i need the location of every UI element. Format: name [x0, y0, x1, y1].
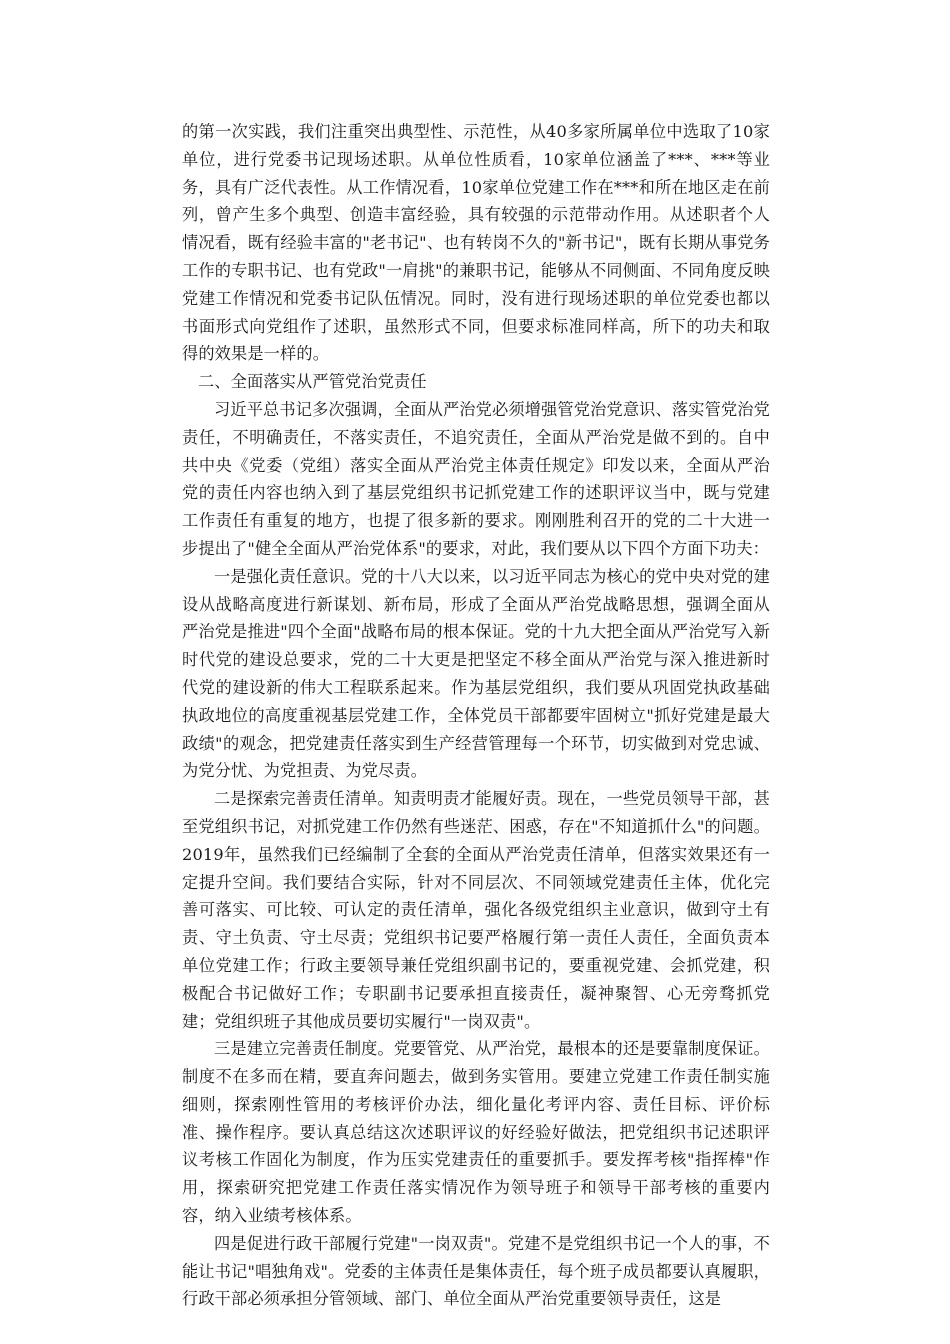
paragraph-point-four: 四是促进行政干部履行党建"一岗双责"。党建不是党组织书记一个人的事，不能让书记"唱独角戏"。党委的主体责任是集体责任，每个班子成员都要认真履职，行政干部必须承担分管领域、部门、单位全面从严治党重要领导责任，这是	[182, 1233, 770, 1309]
paragraph-point-two: 二是探索完善责任清单。知责明责才能履好责。现在，一些党员领导干部，甚至党组织书记，对抓党建工作仍然有些迷茫、困惑，存在"不知道抓什么"的问题。2019年，虽然我们已经编制了全套的全面从严治党责任清单，但落实效果还有一定提升空间。我们要结合实际，针对不同层次、不同领域党建责任主体，优化完善可落实、可比较、可认定的责任清单，强化各级党组织主业意识，做到守土有责、守土负责、守土尽责；党组织书记要严格履行第一责任人责任，全面负责本单位党建工作；行政主要领导兼任党组织副书记的，要重视党建、会抓党建，积极配合书记做好工作；专职副书记要承担直接责任，凝神聚智、心无旁骛抓党建；党组织班子其他成员要切实履行"一岗双责"。	[182, 789, 770, 1031]
paragraph-intro: 习近平总书记多次强调，全面从严治党必须增强管党治党意识、落实管党治党责任，不明确责任，不落实责任，不追究责任，全面从严治党是做不到的。自中共中央《党委（党组）落实全面从严治党主体责任规定》印发以来，全面从严治党的责任内容也纳入到了基层党组织书记抓党建工作的述职评议当中，既与党建工作责任有重复的地方，也提了很多新的要求。刚刚胜利召开的党的二十大进一步提出了"健全全面从严治党体系"的要求，对此，我们要从以下四个方面下功夫：	[182, 399, 770, 558]
section-heading: 二、全面落实从严管党治党责任	[198, 372, 427, 392]
document-page	[182, 118, 770, 1313]
paragraph-point-one: 一是强化责任意识。党的十八大以来，以习近平同志为核心的党中央对党的建设从战略高度进行新谋划、新布局，形成了全面从严治党战略思想，强调全面从严治党是推进"四个全面"战略布局的根本保证。党的十九大把全面从严治党写入新时代党的建设总要求，党的二十大更是把坚定不移全面从严治党与深入推进新时代党的建设新的伟大工程联系起来。作为基层党组织，我们要从巩固党执政基础执政地位的高度重视基层党建工作，全体党员干部都要牢固树立"抓好党建是最大政绩"的观念，把党建责任落实到生产经营管理每一个环节，切实做到对党忠诚、为党分忧、为党担责、为党尽责。	[182, 566, 770, 781]
paragraph-continuation: 的第一次实践，我们注重突出典型性、示范性，从40多家所属单位中选取了10家单位，进行党委书记现场述职。从单位性质看，10家单位涵盖了***、***等业务，具有广泛代表性。从工作情况看，10家单位党建工作在***和所在地区走在前列，曾产生多个典型、创造丰富经验，具有较强的示范带动作用。从述职者个人情况看，既有经验丰富的"老书记"、也有转岗不久的"新书记"，既有长期从事党务工作的专职书记、也有党政"一肩挑"的兼职书记，能够从不同侧面、不同角度反映党建工作情况和党委书记队伍情况。同时，没有进行现场述职的单位党委也都以书面形式向党组作了述职，虽然形式不同，但要求标准同样高，所下的功夫和取得的效果是一样的。	[182, 122, 770, 364]
paragraph-point-three: 三是建立完善责任制度。党要管党、从严治党，最根本的还是要靠制度保证。制度不在多而在精，要直奔问题去，做到务实管用。要建立党建工作责任制实施细则，探索刚性管用的考核评价办法，细化量化考评内容、责任目标、评价标准、操作程序。要认真总结这次述职评议的好经验好做法，把党组织书记述职评议考核工作固化为制度，作为压实党建责任的重要抓手。要发挥考核"指挥棒"作用，探索研究把党建工作责任落实情况作为领导班子和领导干部考核的重要内容，纳入业绩考核体系。	[182, 1039, 770, 1226]
